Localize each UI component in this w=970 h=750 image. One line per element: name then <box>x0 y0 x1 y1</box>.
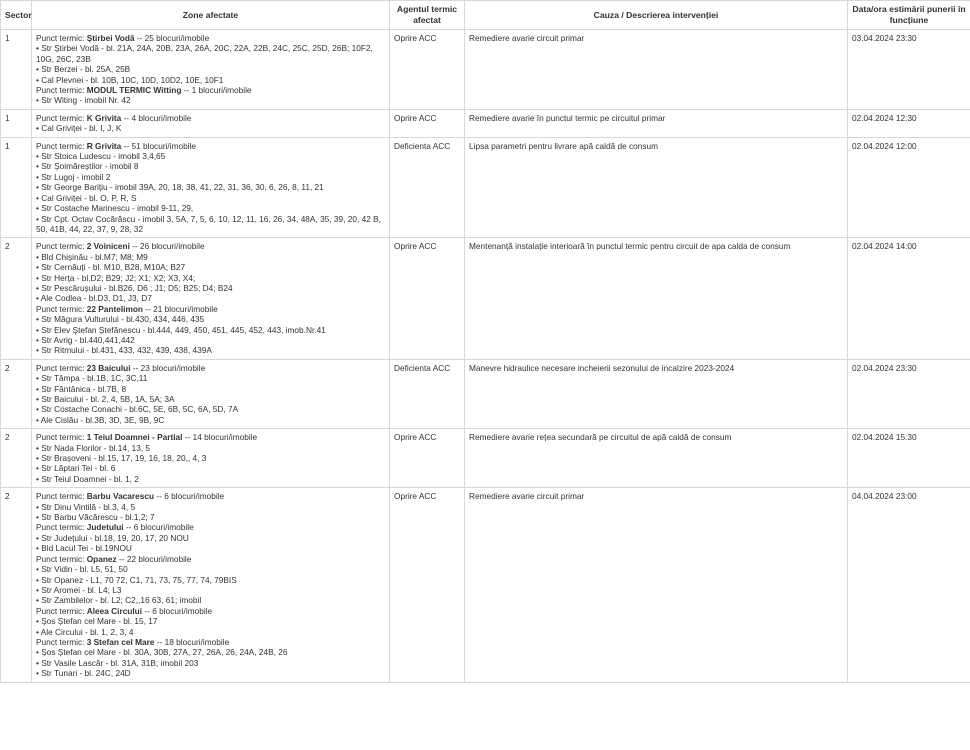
thermal-point-count: -- 23 blocuri/imobile <box>130 362 206 373</box>
thermal-point-prefix: Punct termic: <box>36 303 87 314</box>
thermal-point-name: Știrbei Vodă <box>86 33 135 43</box>
street-line: • Str Brașoveni - bl.15, 17, 19, 16, 18, 20,, 4, 3 <box>36 453 207 464</box>
street-line: • Str Nada Florilor - bl.14, 13, 5 <box>36 442 151 453</box>
street-line: • Bld Lacul Tei - bl.19NOU <box>36 543 132 554</box>
date-cell: 03.04.2024 23:30 <box>848 30 970 110</box>
street-line: • Str Vasile Lascăr - bl. 31A, 31B; imobil 203 <box>36 657 199 668</box>
cause-cell: Manevre hidraulice necesare incheierii sezonului de incalzire 2023-2024 <box>465 359 848 428</box>
street-line: • Str Opanez - L1, 70 72, C1, 71, 73, 75, 77, 74, 79BIS <box>36 574 237 585</box>
street-line: • Str Tâmpa - bl.1B, 1C, 3C,11 <box>36 373 148 384</box>
zones-cell <box>32 109 390 137</box>
zones-cell <box>32 359 390 428</box>
thermal-point-count: -- 18 blocuri/imobile <box>154 636 230 647</box>
street-line: • Str Măgura Vulturului - bl.430, 434, 446, 435 <box>36 314 205 325</box>
thermal-point-name: R Grivita <box>86 140 122 151</box>
table-row <box>1 359 970 428</box>
street-line: • Cal Griviței - bl. I, J, K <box>36 123 122 134</box>
thermal-point-line <box>36 432 385 442</box>
thermal-point-prefix: Punct termic: <box>36 112 87 123</box>
thermal-point-line <box>36 85 385 95</box>
street-line: • Str Pescărușului - bl.B26, D6 ; J1; D5; B25; D4; B24 <box>36 282 233 293</box>
agent-cell: Oprire ACC <box>390 238 465 359</box>
date-cell: 02.04.2024 14:00 <box>848 238 970 359</box>
street-line: • Str Județului - bl.18, 19, 20, 17, 20 NOU <box>36 532 189 543</box>
street-line: • Ale Cislău - bl.3B, 3D, 3E, 9B, 9C <box>36 414 165 425</box>
sector-cell: 1 <box>1 109 32 137</box>
table-row <box>1 429 970 488</box>
sector-cell: 1 <box>1 30 32 110</box>
table-row <box>1 137 970 238</box>
thermal-point-count: -- 51 blocuri/imobile <box>121 140 197 151</box>
thermal-point-prefix: Punct termic: <box>36 491 87 502</box>
thermal-point-name: K Grivita <box>86 112 122 123</box>
street-line: • Ale Circului - bl. 1, 2, 3, 4 <box>36 626 134 637</box>
cause-cell: Remediere avarie rețea secundară pe circuitul de apă caldă de consum <box>465 429 848 488</box>
thermal-point-count: -- 4 blocuri/imobile <box>121 112 192 123</box>
thermal-point-prefix: Punct termic: <box>36 636 87 647</box>
street-line: • Str Lugoj - imobil 2 <box>36 171 111 182</box>
sector-cell: 1 <box>1 137 32 238</box>
thermal-point-count: -- 6 blocuri/imobile <box>154 491 225 502</box>
zones-cell <box>32 30 390 110</box>
thermal-point-line <box>36 491 385 501</box>
sector-cell: 2 <box>1 238 32 359</box>
table-header-row <box>1 1 970 30</box>
thermal-point-count: -- 22 blocuri/imobile <box>116 553 192 564</box>
street-line: • Str Baicului - bl. 2, 4, 5B, 1A, 5A; 3A <box>36 394 175 404</box>
thermal-point-prefix: Punct termic: <box>36 522 87 533</box>
street-line: • Str Witing - imobil Nr. 42 <box>36 95 131 106</box>
cause-cell: Remediere avarie circuit primar <box>465 30 848 110</box>
agent-cell: Oprire ACC <box>390 488 465 682</box>
date-cell: 02.04.2024 15:30 <box>848 429 970 488</box>
street-line: • Str Fântânica - bl.7B, 8 <box>36 383 127 394</box>
thermal-point-count: -- 6 blocuri/imobile <box>123 522 194 533</box>
table-row <box>1 109 970 137</box>
thermal-point-line <box>36 522 385 532</box>
header-cause: Cauza / Descrierea intervenției <box>465 1 848 30</box>
thermal-point-prefix: Punct termic: <box>36 241 87 252</box>
street-line: • Str Herța - bl.D2; B29; J2; X1; X2; X3, X4; <box>36 272 196 283</box>
cause-cell: Remediere avarie în punctul termic pe circuitul primar <box>465 109 848 137</box>
street-line: • Cal Plevnei - bl. 10B, 10C, 10D, 10D2, 10E, 10F1 <box>36 74 224 85</box>
street-line: • Str Costache Marinescu - imobil 9-11, 29, <box>36 203 194 214</box>
thermal-point-prefix: Punct termic: <box>36 85 87 96</box>
street-line: • Str Costache Conachi - bl.6C, 5E, 6B, 5C, 6A, 5D, 7A <box>36 404 239 415</box>
street-line: • Str Dinu Vintilă - bl.3, 4, 5 <box>36 501 136 512</box>
thermal-point-count: -- 25 blocuri/imobile <box>134 33 210 43</box>
street-line: • Str Aromei - bl. L4; L3 <box>36 584 122 595</box>
cause-cell: Lipsa parametri pentru livrare apă caldă de consum <box>465 137 848 238</box>
street-line: • Str Barbu Văcărescu - bl.1,2; 7 <box>36 512 155 523</box>
thermal-point-name: Aleea Circului <box>86 605 143 616</box>
thermal-point-name: Opanez <box>86 553 117 564</box>
date-cell: 04.04.2024 23:00 <box>848 488 970 682</box>
street-line: • Str Șoimăreștilor - imobil 8 <box>36 161 139 172</box>
street-line: • Cal Griviței - bl. O, P, R, S <box>36 192 137 203</box>
street-line: • Str Zambilelor - bl. L2; C2,,16 63, 61; imobil <box>36 595 202 606</box>
agent-cell: Oprire ACC <box>390 30 465 110</box>
thermal-point-line <box>36 606 385 616</box>
thermal-point-name: Judetului <box>86 522 124 533</box>
thermal-point-count: -- 26 blocuri/imobile <box>129 241 205 252</box>
header-agent: Agentul termic afectat <box>390 1 465 30</box>
street-line: • Str Berzei - bl. 25A, 25B <box>36 64 131 75</box>
thermal-point-name: MODUL TERMIC Witting <box>86 85 182 96</box>
thermal-point-line <box>36 363 385 373</box>
zones-cell <box>32 238 390 359</box>
thermal-point-line <box>36 33 385 43</box>
street-line: • Str Cpt. Octav Cocărăscu - imobil 3, 5A, 7, 5, 6, 10, 12, 11, 16, 26, 34, 48A, 35, 39, 20, 42 B, 50, 41B, 44, 22, 37, 9, 28, 32 <box>36 213 381 234</box>
street-line: • Str Vidin - bl. L5, 51, 50 <box>36 564 128 575</box>
thermal-point-prefix: Punct termic: <box>36 553 87 564</box>
cause-cell: Remediere avarie circuit primar <box>465 488 848 682</box>
agent-cell: Oprire ACC <box>390 429 465 488</box>
agent-cell: Oprire ACC <box>390 109 465 137</box>
sector-cell: 2 <box>1 359 32 428</box>
header-zone: Zone afectate <box>32 1 390 30</box>
thermal-point-prefix: Punct termic: <box>36 605 87 616</box>
date-cell: 02.04.2024 12:30 <box>848 109 970 137</box>
zones-cell <box>32 488 390 682</box>
table-row <box>1 488 970 682</box>
thermal-point-prefix: Punct termic: <box>36 33 87 43</box>
date-cell: 02.04.2024 12:00 <box>848 137 970 238</box>
thermal-point-name: 3 Stefan cel Mare <box>86 636 155 647</box>
sector-cell: 2 <box>1 429 32 488</box>
zones-cell <box>32 429 390 488</box>
thermal-point-line <box>36 637 385 647</box>
street-line: • Str Lăptari Tei - bl. 6 <box>36 463 116 474</box>
thermal-point-line <box>36 304 385 314</box>
thermal-point-name: 23 Baicului <box>86 362 131 373</box>
thermal-point-prefix: Punct termic: <box>36 432 87 443</box>
street-line: • Str Știrbei Vodă - bl. 21A, 24A, 20B, 23A, 26A, 20C, 22A, 22B, 24C, 25C, 25D, 26B; 10F2, 10G, 26C, 23B <box>36 43 373 64</box>
street-line: • Șos Ștefan cel Mare - bl. 30A, 30B, 27A, 27, 26A, 26, 24A, 24B, 26 <box>36 647 288 658</box>
thermal-point-line <box>36 554 385 564</box>
thermal-point-name: 22 Pantelimon <box>86 303 143 314</box>
thermal-point-prefix: Punct termic: <box>36 362 87 373</box>
street-line: • Str Teiul Doamnei - bl. 1, 2 <box>36 473 139 484</box>
thermal-point-count: -- 21 blocuri/imobile <box>142 303 218 314</box>
header-date: Data/ora estimării punerii în funcțiune <box>848 1 970 30</box>
thermal-point-name: 1 Teiul Doamnei - Partial <box>86 432 183 443</box>
thermal-point-name: 2 Voiniceni <box>86 241 130 252</box>
agent-cell: Deficienta ACC <box>390 137 465 238</box>
sector-cell: 2 <box>1 488 32 682</box>
street-line: • Str Cernăuți - bl. M10, B28, M10A; B27 <box>36 262 186 273</box>
table-body <box>1 30 970 683</box>
thermal-point-line <box>36 241 385 251</box>
cause-cell: Mentenanță instalație interioară în punctul termic pentru circuit de apa calda de consum <box>465 238 848 359</box>
thermal-point-prefix: Punct termic: <box>36 140 87 151</box>
thermal-point-line <box>36 141 385 151</box>
street-line: • Str Tunari - bl. 24C, 24D <box>36 668 131 679</box>
street-line: • Bld Chișinău - bl.M7; M8; M9 <box>36 251 148 262</box>
thermal-point-count: -- 6 blocuri/imobile <box>142 605 213 616</box>
thermal-point-count: -- 14 blocuri/imobile <box>182 432 258 443</box>
street-line: • Str Elev Ștefan Ștefănescu - bl.444, 449, 450, 451, 445, 452, 443, imob.Nr.41 <box>36 324 326 335</box>
street-line: • Str George Barițiu - imobil 39A, 20, 18, 38, 41, 22, 31, 36, 30, 6, 26, 8, 11, 21 <box>36 182 324 193</box>
thermal-point-name: Barbu Vacarescu <box>86 491 155 502</box>
street-line: • Str Ritmului - bl.431, 433, 432, 439, 438, 439A <box>36 345 212 356</box>
street-line: • Ale Codlea - bl.D3, D1, J3, D7 <box>36 293 152 304</box>
table-row <box>1 30 970 110</box>
date-cell: 02.04.2024 23:30 <box>848 359 970 428</box>
street-line: • Str Avrig - bl.440,441,442 <box>36 334 135 345</box>
table-row <box>1 238 970 359</box>
thermal-point-line <box>36 113 385 123</box>
zones-cell <box>32 137 390 238</box>
thermal-point-count: -- 1 blocuri/imobile <box>181 85 252 96</box>
agent-cell: Deficienta ACC <box>390 359 465 428</box>
street-line: • Șos Ștefan cel Mare - bl. 15, 17 <box>36 616 158 627</box>
header-sector: Sector <box>1 1 32 30</box>
street-line: • Str Stoica Ludescu - imobil 3,4,65 <box>36 151 166 162</box>
